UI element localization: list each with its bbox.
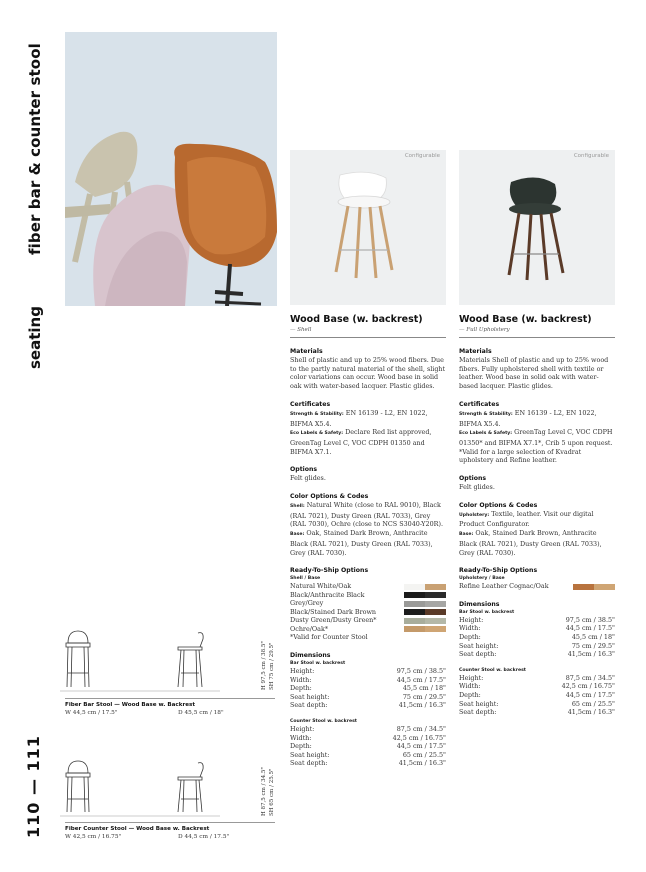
- ready-to-ship-name: Grey/Grey: [290, 599, 324, 608]
- dimension-key: Depth:: [290, 742, 312, 751]
- counter-stool-depth: D 44,5 cm / 17.5": [178, 834, 230, 840]
- dimension-row: [290, 734, 446, 743]
- dimension-key: Height:: [290, 724, 315, 733]
- ready-to-ship-section: [459, 567, 615, 591]
- dimension-key: Depth:: [459, 632, 481, 641]
- certificates-strength: [290, 409, 446, 428]
- certificates-eco: [459, 428, 615, 447]
- certificates-heading: Certificates: [290, 400, 331, 408]
- dimension-value: 44,5 cm / 17.5": [565, 690, 615, 699]
- dimension-value: 44,5 cm / 17.5": [396, 675, 446, 684]
- base-colors: Oak, Stained Dark Brown, Anthracite Black (RAL 7021), Dusty Green (RAL 7033), Grey (RAL 7030).: [459, 529, 602, 557]
- ready-to-ship-name: Natural White/Oak: [290, 582, 352, 591]
- dimension-value: 45,5 cm / 18": [571, 632, 615, 641]
- strength-label: Strength & Stability:: [459, 411, 513, 417]
- ready-to-ship-section: [290, 567, 446, 642]
- ready-to-ship-item: [290, 616, 446, 625]
- color-swatch: [404, 601, 446, 607]
- swatch-upper: [404, 584, 425, 590]
- dimension-key: Width:: [459, 624, 481, 633]
- dimension-row: [290, 742, 446, 751]
- counter-dimensions-list: [290, 725, 446, 768]
- product-title: Wood Base (w. backrest): [290, 314, 423, 325]
- dimension-key: Width:: [290, 733, 312, 742]
- dimension-row: [459, 642, 615, 651]
- product-subtitle: — Full Upholstery: [459, 327, 615, 338]
- bar-stool-caption: Fiber Bar Stool — Wood Base w. Backrest: [65, 702, 196, 708]
- color-section: [290, 493, 446, 557]
- swatch-lower: [425, 626, 446, 632]
- color-swatch: [404, 592, 446, 598]
- color-base: [290, 529, 446, 557]
- dimension-row: [290, 751, 446, 760]
- dimension-value: 41,5cm / 16.3": [398, 701, 446, 710]
- options-heading: Options: [290, 466, 318, 474]
- swatch-lower: [425, 592, 446, 598]
- dimension-value: 65 cm / 25.5": [571, 699, 615, 708]
- white-oak-stool-illustration: [290, 150, 446, 305]
- dimension-key: Height:: [459, 673, 484, 682]
- ready-to-ship-name: Refine Leather Cognac/Oak: [459, 582, 549, 591]
- counter-stool-seat-height: SH 65 cm / 25.5": [269, 768, 275, 816]
- dimensions-section: [459, 601, 615, 717]
- ready-to-ship-name: Dusty Green/Dusty Green*: [290, 616, 377, 625]
- options-heading: Options: [459, 475, 487, 483]
- counter-stool-width: W 42,5 cm / 16.75": [65, 834, 122, 840]
- swatch-lower: [425, 609, 446, 615]
- certificates-heading: Certificates: [459, 400, 500, 408]
- dimension-value: 87,5 cm / 34.5": [396, 724, 446, 733]
- counter-stool-subheading: Counter Stool w. backrest: [290, 718, 358, 724]
- ready-to-ship-heading: Ready-To-Ship Options: [290, 567, 369, 575]
- swatch-upper: [404, 601, 425, 607]
- dimension-row: [459, 674, 615, 683]
- dimension-value: 87,5 cm / 34.5": [565, 673, 615, 682]
- options-section: [290, 466, 446, 483]
- ready-to-ship-item: [290, 582, 446, 591]
- dimension-row: [290, 676, 446, 685]
- product-subtitle: — Shell: [290, 327, 446, 338]
- swatch-lower: [594, 584, 615, 590]
- bar-dimensions-list: [459, 616, 615, 659]
- dimension-row: [459, 624, 615, 633]
- dimension-key: Height:: [459, 615, 484, 624]
- materials-heading: Materials: [459, 348, 492, 355]
- dimension-value: 45,5 cm / 18": [402, 684, 446, 693]
- dimension-row: [459, 682, 615, 691]
- dimensions-heading: Dimensions: [459, 600, 500, 608]
- ready-to-ship-item: [290, 599, 446, 608]
- materials-section: [290, 348, 446, 391]
- options-text: Felt glides.: [290, 474, 326, 483]
- base-label: Base:: [290, 532, 305, 538]
- swatch-upper: [573, 584, 594, 590]
- dimension-key: Seat depth:: [459, 650, 497, 659]
- dimension-value: 41,5cm / 16.3": [567, 650, 615, 659]
- dimension-row: [290, 759, 446, 768]
- dimension-value: 97,5 cm / 38.5": [565, 615, 615, 624]
- materials-section: [459, 348, 615, 391]
- dimension-key: Seat depth:: [290, 701, 328, 710]
- swatch-upper: [404, 626, 425, 632]
- options-text: Felt glides.: [459, 483, 495, 492]
- ready-to-ship-item: [459, 582, 615, 591]
- dimension-row: [290, 725, 446, 734]
- certificates-eco: [290, 428, 446, 456]
- hero-photo: [65, 32, 277, 306]
- dimension-value: 75 cm / 29.5": [402, 692, 446, 701]
- bar-stool-depth: D 45,5 cm / 18": [178, 710, 224, 716]
- bar-stool-seat-height: SH 75 cm / 29.5": [269, 642, 275, 690]
- dimension-key: Height:: [290, 666, 315, 675]
- dimension-value: 97,5 cm / 38.5": [396, 666, 446, 675]
- ready-to-ship-name: Ochre/Oak*: [290, 624, 329, 633]
- ready-to-ship-item: [290, 625, 446, 634]
- dimension-key: Depth:: [459, 690, 481, 699]
- counter-dimensions-list: [459, 674, 615, 717]
- dimension-key: Width:: [459, 682, 481, 691]
- ready-to-ship-heading: Ready-To-Ship Options: [459, 567, 538, 575]
- bar-stool-drawing: [60, 625, 280, 695]
- bar-stool-subheading: Bar Stool w. backrest: [459, 609, 515, 615]
- upholstery-label: Upholstery:: [459, 512, 490, 518]
- product-image-upholstery: [459, 150, 615, 305]
- color-swatch: [404, 626, 446, 632]
- upholstery-colors: Textile, leather. Visit our digital Product Configurator.: [459, 509, 594, 529]
- page-numbers: 110 — 111: [24, 735, 43, 838]
- color-section: [459, 502, 615, 558]
- hero-illustration: [65, 32, 277, 306]
- color-swatch: [573, 584, 615, 590]
- ready-to-ship-item: [290, 591, 446, 600]
- color-heading: Color Options & Codes: [459, 501, 538, 509]
- color-swatch: [404, 618, 446, 624]
- certificates-strength: [459, 409, 615, 428]
- ready-to-ship-note: *Valid for Counter Stool: [290, 633, 368, 642]
- dimension-row: [459, 616, 615, 625]
- dimension-key: Seat depth:: [290, 759, 328, 768]
- dimension-key: Seat height:: [459, 699, 499, 708]
- shell-label: Shell:: [290, 504, 305, 510]
- dimensions-heading: Dimensions: [290, 651, 331, 659]
- dimension-value: 44,5 cm / 17.5": [565, 624, 615, 633]
- color-swatch: [404, 584, 446, 590]
- bar-stool-height: H 97,5 cm / 38.5": [261, 641, 267, 690]
- configurable-label: Configurable: [573, 153, 609, 159]
- dimension-row: [459, 633, 615, 642]
- eco-text: Declare Red list approved, GreenTag Level C, VOC CDPH 01350 and BIFMA X7.1.: [290, 428, 432, 456]
- dimension-value: 75 cm / 29.5": [571, 641, 615, 650]
- color-base: [459, 529, 615, 557]
- swatch-upper: [404, 609, 425, 615]
- eco-text: GreenTag Level C, VOC CDPH 01350* and BIFMA X7.1*, Crib 5 upon request.: [459, 428, 613, 447]
- dark-upholstered-stool-illustration: [459, 150, 615, 305]
- bar-stool-subheading: Bar Stool w. backrest: [290, 660, 346, 666]
- strength-label: Strength & Stability:: [290, 411, 344, 417]
- dimension-value: 65 cm / 25.5": [402, 750, 446, 759]
- dimension-row: [290, 684, 446, 693]
- counter-stool-drawing: [60, 755, 280, 820]
- dimension-key: Width:: [290, 675, 312, 684]
- product-image-shell: [290, 150, 446, 305]
- dimension-row: [459, 650, 615, 659]
- dimension-row: [459, 700, 615, 709]
- side-title: fiber bar & counter stool: [26, 43, 44, 255]
- base-label: Base:: [459, 532, 474, 538]
- configurable-label: Configurable: [404, 153, 440, 159]
- materials-text: Shell of plastic and up to 25% wood fibers. Due to the partly natural material of the shell, slight color variations can occur. Wood base in solid oak with water-based lacquer. Plastic glides.: [290, 356, 446, 391]
- dimension-value: 42,5 cm / 16.75": [392, 733, 446, 742]
- dimension-key: Depth:: [290, 684, 312, 693]
- swatch-upper: [404, 618, 425, 624]
- product-column-upholstery: [459, 314, 615, 717]
- ready-to-ship-name: Black/Stained Dark Brown: [290, 607, 377, 616]
- dimension-key: Seat height:: [459, 641, 499, 650]
- color-upholstery: [459, 510, 615, 529]
- certificates-section: [290, 401, 446, 457]
- ready-to-ship-subheading: Upholstery / Base: [459, 576, 505, 582]
- dimension-key: Seat depth:: [459, 708, 497, 717]
- base-colors: Oak, Stained Dark Brown, Anthracite Black (RAL 7021), Dusty Green (RAL 7033), Grey (RAL 7030).: [290, 529, 433, 557]
- dimension-key: Seat height:: [290, 692, 330, 701]
- dimension-value: 41,5cm / 16.3": [398, 759, 446, 768]
- dimension-row: [290, 701, 446, 710]
- color-shell: [290, 501, 446, 529]
- bar-stool-width: W 44,5 cm / 17.5": [65, 710, 118, 716]
- materials-text: Materials Shell of plastic and up to 25% wood fibers. Fully upholstered shell with textile or leather. Wood base in solid oak with water-based lacquer. Plastic glides.: [459, 356, 609, 391]
- ready-to-ship-item: [290, 608, 446, 617]
- ready-to-ship-list: [459, 582, 615, 591]
- dimension-value: 42,5 cm / 16.75": [561, 682, 615, 691]
- ready-to-ship-name: Black/Anthracite Black: [290, 590, 365, 599]
- options-section: [459, 475, 615, 492]
- dimension-key: Seat height:: [290, 750, 330, 759]
- dimension-row: [290, 667, 446, 676]
- certificates-section: [459, 401, 615, 465]
- bar-dimensions-list: [290, 667, 446, 710]
- swatch-lower: [425, 601, 446, 607]
- shell-colors: Natural White (close to RAL 9010), Black (RAL 7021), Dusty Green (RAL 7033), Grey (RAL 7030), Ochre (close to NCS S3040-Y20R).: [290, 501, 443, 529]
- color-swatch: [404, 609, 446, 615]
- ready-to-ship-subheading: Shell / Base: [290, 576, 321, 582]
- side-category: seating: [26, 306, 44, 369]
- dimension-value: 44,5 cm / 17.5": [396, 742, 446, 751]
- eco-label: Eco Labels & Safety:: [459, 431, 513, 437]
- swatch-lower: [425, 618, 446, 624]
- product-title: Wood Base (w. backrest): [459, 314, 592, 325]
- materials-heading: Materials: [290, 348, 323, 355]
- swatch-upper: [404, 592, 425, 598]
- product-column-shell: [290, 314, 446, 768]
- dimension-row: [459, 691, 615, 700]
- counter-stool-height: H 87,5 cm / 34.5": [261, 767, 267, 816]
- counter-stool-caption: Fiber Counter Stool — Wood Base w. Backrest: [65, 826, 210, 832]
- counter-stool-subheading: Counter Stool w. backrest: [459, 667, 527, 673]
- dimension-value: 41,5cm / 16.3": [567, 708, 615, 717]
- dimension-row: [290, 693, 446, 702]
- eco-label: Eco Labels & Safety:: [290, 431, 344, 437]
- strength-text: EN 16139 - L2, EN 1022, BIFMA X5.4.: [290, 408, 428, 428]
- dimension-row: [459, 708, 615, 717]
- color-heading: Color Options & Codes: [290, 493, 369, 501]
- strength-text: EN 16139 - L2, EN 1022, BIFMA X5.4.: [459, 408, 597, 428]
- dimensions-section: [290, 652, 446, 768]
- swatch-lower: [425, 584, 446, 590]
- ready-to-ship-list: [290, 582, 446, 633]
- certificates-note: *Valid for a large selection of Kvadrat upholstery and Refine leather.: [459, 447, 582, 465]
